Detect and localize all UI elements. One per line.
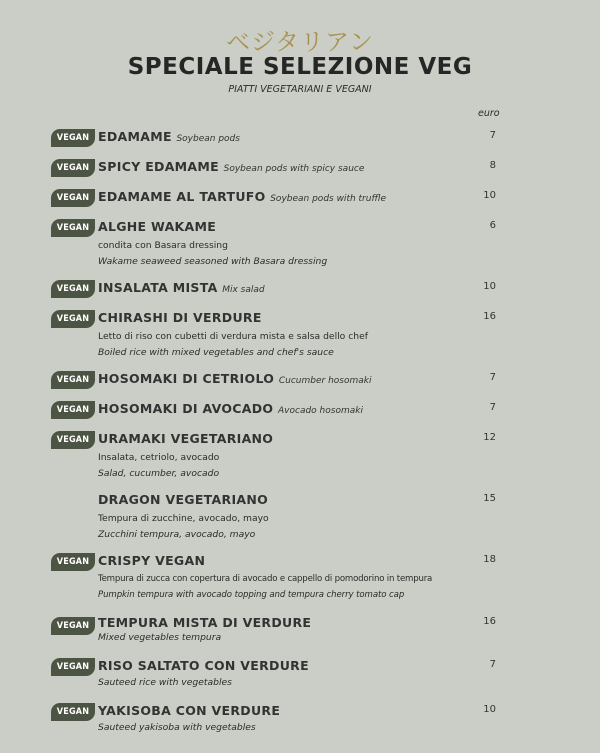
item-price: 8 xyxy=(489,160,496,171)
item-price: 16 xyxy=(483,311,496,322)
item-desc-en: Sauteed yakisoba with vegetables xyxy=(98,722,256,733)
currency-label: euro xyxy=(478,108,500,119)
item-name: INSALATA MISTA Mix salad xyxy=(98,280,265,295)
item-price: 7 xyxy=(489,372,496,383)
vegan-badge: VEGAN xyxy=(51,129,95,147)
vegan-badge: VEGAN xyxy=(51,280,95,298)
item-desc-en: Salad, cucumber, avocado xyxy=(98,468,220,479)
item-name: ALGHE WAKAME xyxy=(98,219,217,234)
item-desc-en: Wakame seaweed seasoned with Basara dressing xyxy=(98,256,328,267)
item-name-en: Soybean pods with truffle xyxy=(270,194,386,204)
item-name: CRISPY VEGAN xyxy=(98,553,206,568)
vegan-badge: VEGAN xyxy=(51,371,95,389)
vegan-badge: VEGAN xyxy=(51,159,95,177)
item-desc-en: Sauteed rice with vegetables xyxy=(98,677,232,688)
item-name: TEMPURA MISTA DI VERDURE xyxy=(98,615,312,630)
item-price: 15 xyxy=(483,493,496,504)
item-name: HOSOMAKI DI CETRIOLO Cucumber hosomaki xyxy=(98,371,372,386)
item-price: 7 xyxy=(489,402,496,413)
item-desc-en: Pumpkin tempura with avocado topping and tempura cherry tomato cap xyxy=(98,590,405,600)
item-desc-it: Tempura di zucchine, avocado, mayo xyxy=(98,513,269,524)
vegan-badge: VEGAN xyxy=(51,431,95,449)
item-name: SPICY EDAMAME Soybean pods with spicy sauce xyxy=(98,159,365,174)
item-price: 10 xyxy=(483,281,496,292)
item-price: 7 xyxy=(489,130,496,141)
item-price: 10 xyxy=(483,704,496,715)
vegan-badge: VEGAN xyxy=(51,553,95,571)
vegan-badge: VEGAN xyxy=(51,310,95,328)
vegan-badge: VEGAN xyxy=(51,401,95,419)
item-desc-it: Tempura di zucca con copertura di avocado e cappello di pomodorino in tempura xyxy=(98,574,433,584)
item-name: URAMAKI VEGETARIANO xyxy=(98,431,274,446)
item-name: RISO SALTATO CON VERDURE xyxy=(98,658,309,673)
vegan-badge: VEGAN xyxy=(51,617,95,635)
item-name: CHIRASHI DI VERDURE xyxy=(98,310,262,325)
item-name: EDAMAME Soybean pods xyxy=(98,129,240,144)
item-price: 12 xyxy=(483,432,496,443)
item-desc-en: Boiled rice with mixed vegetables and chef's sauce xyxy=(98,347,334,358)
vegan-badge: VEGAN xyxy=(51,658,95,676)
item-desc-en: Zucchini tempura, avocado, mayo xyxy=(98,529,256,540)
vegan-badge: VEGAN xyxy=(51,219,95,237)
item-name-en: Cucumber hosomaki xyxy=(278,376,372,386)
item-price: 18 xyxy=(483,554,496,565)
item-name: EDAMAME AL TARTUFO Soybean pods with truffle xyxy=(98,189,386,204)
item-name-en: Avocado hosomaki xyxy=(278,406,363,416)
page-subtitle: PIATTI VEGETARIANI E VEGANI xyxy=(228,84,372,95)
item-price: 10 xyxy=(483,190,496,201)
item-name: HOSOMAKI DI AVOCADO Avocado hosomaki xyxy=(98,401,363,416)
vegan-badge: VEGAN xyxy=(51,703,95,721)
vegan-badge: VEGAN xyxy=(51,189,95,207)
item-desc-it: Letto di riso con cubetti di verdura mista e salsa dello chef xyxy=(98,331,368,342)
item-name: YAKISOBA CON VERDURE xyxy=(98,703,281,718)
item-name-en: Mix salad xyxy=(222,285,265,295)
item-price: 6 xyxy=(489,220,496,231)
item-desc-en: Mixed vegetables tempura xyxy=(98,632,222,643)
page-title: SPECIALE SELEZIONE VEG xyxy=(127,54,473,80)
item-name-en: Soybean pods with spicy sauce xyxy=(223,164,365,174)
item-price: 7 xyxy=(489,659,496,670)
item-price: 16 xyxy=(483,616,496,627)
item-desc-it: condita con Basara dressing xyxy=(98,240,228,251)
item-name-en: Soybean pods xyxy=(176,134,240,144)
item-name: DRAGON VEGETARIANO xyxy=(98,492,269,507)
item-desc-it: Insalata, cetriolo, avocado xyxy=(98,452,220,463)
japanese-title: ベジタリアン xyxy=(225,28,375,56)
